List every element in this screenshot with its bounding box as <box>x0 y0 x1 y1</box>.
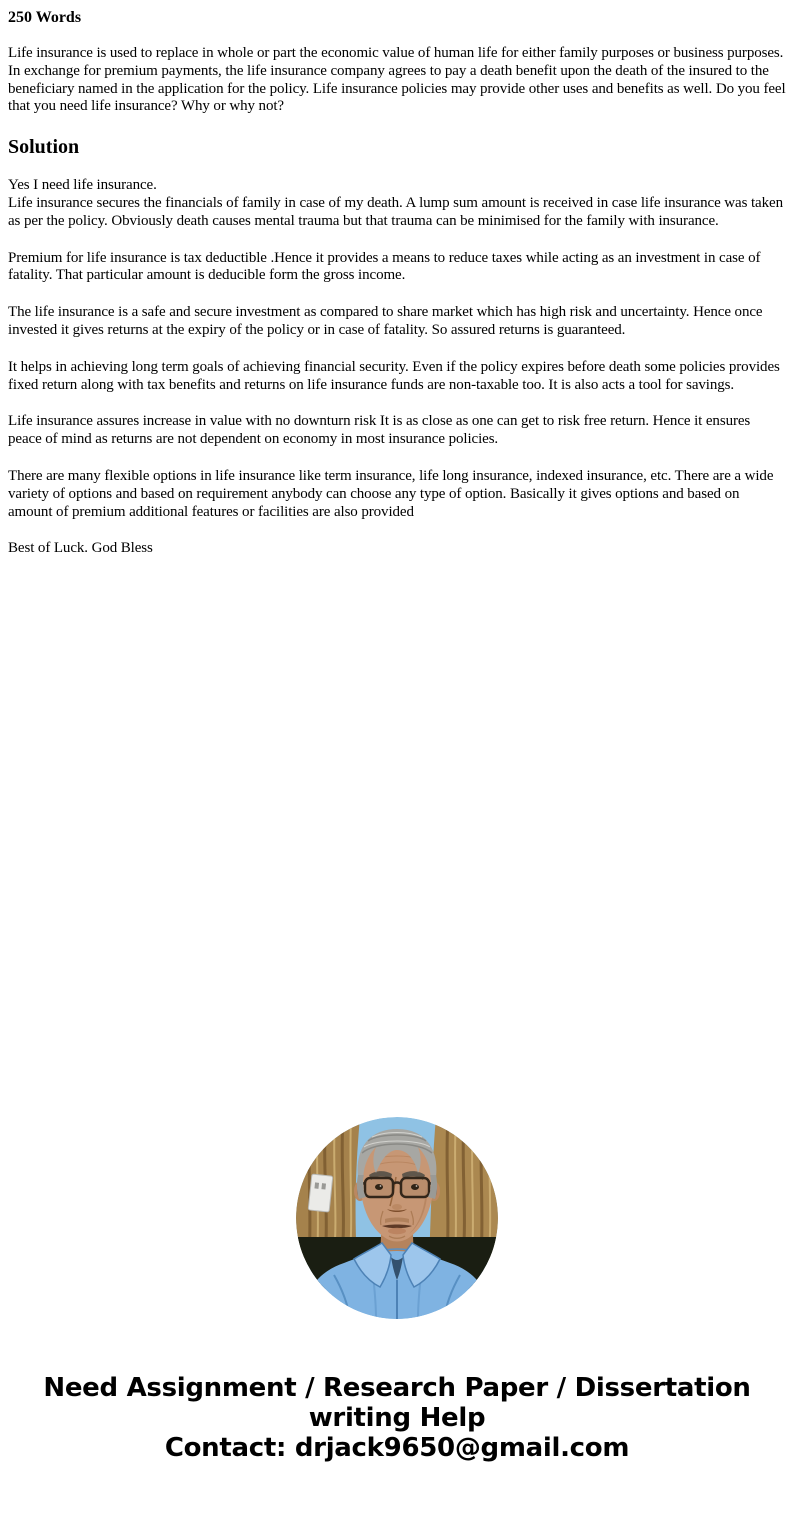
solution-paragraph-value: Life insurance assures increase in value with no downturn risk It is as close as one can get to risk free return. Hence it ensures peace of mind as returns are not dependent on economy in most insurance policies. <box>8 413 751 448</box>
word-count-heading: 250 Words <box>8 9 82 26</box>
closing-line: Best of Luck. God Bless <box>8 540 153 557</box>
footer-banner <box>0 1373 794 1463</box>
footer-help-text-line1: Need Assignment / Research Paper / Dissertation <box>43 1373 751 1404</box>
profile-photo <box>296 1117 498 1319</box>
solution-paragraph-options: There are many flexible options in life insurance like term insurance, life long insurance, indexed insurance, etc. There are a wide variety of options and based on requirement anybody can choose any type of option. Basically it gives options and based on amount of premium additional features or facilities are also provided <box>8 467 774 520</box>
solution-heading: Solution <box>8 136 80 159</box>
solution-lead-paragraph <box>8 177 786 230</box>
solution-lead-line: Yes I need life insurance. <box>8 177 157 194</box>
solution-paragraph-goals: It helps in achieving long term goals of achieving financial security. Even if the policy expires before death some policies provides fixed return along with tax benefits and returns on life insurance funds are non-taxable too. It is also acts a tool for savings. <box>8 358 780 393</box>
question-paragraph: Life insurance is used to replace in whole or part the economic value of human life for either family purposes or business purposes. In exchange for premium payments, the life insurance company agrees to pay a death benefit upon the death of the insured to the beneficiary named in the application for the policy. Life insurance policies may provide other uses and benefits as well. Do you feel that you need life insurance? Why or why not? <box>8 45 786 115</box>
solution-paragraph-investment: The life insurance is a safe and secure investment as compared to share market which has high risk and uncertainty. Hence once invested it gives returns at the expiry of the policy or in case of fatality. So assured returns is guaranteed. <box>8 304 763 338</box>
footer-help-text-line2: writing Help <box>308 1403 486 1434</box>
solution-lead-continuation: Life insurance secures the financials of family in case of my death. A lump sum amount is received in case life insurance was taken as per the policy. Obviously death causes mental trauma but that trauma can be minimised for the family with insurance. <box>8 194 783 229</box>
footer-contact-email: Contact: drjack9650@gmail.com <box>164 1433 630 1464</box>
photo-wall-panel <box>308 1174 333 1212</box>
document-body <box>8 10 786 558</box>
profile-photo-image <box>296 1117 498 1319</box>
solution-paragraph-tax: Premium for life insurance is tax deductible .Hence it provides a means to reduce taxes while acting as an investment in case of fatality. That particular amount is deducible form the gross income. <box>8 249 761 284</box>
